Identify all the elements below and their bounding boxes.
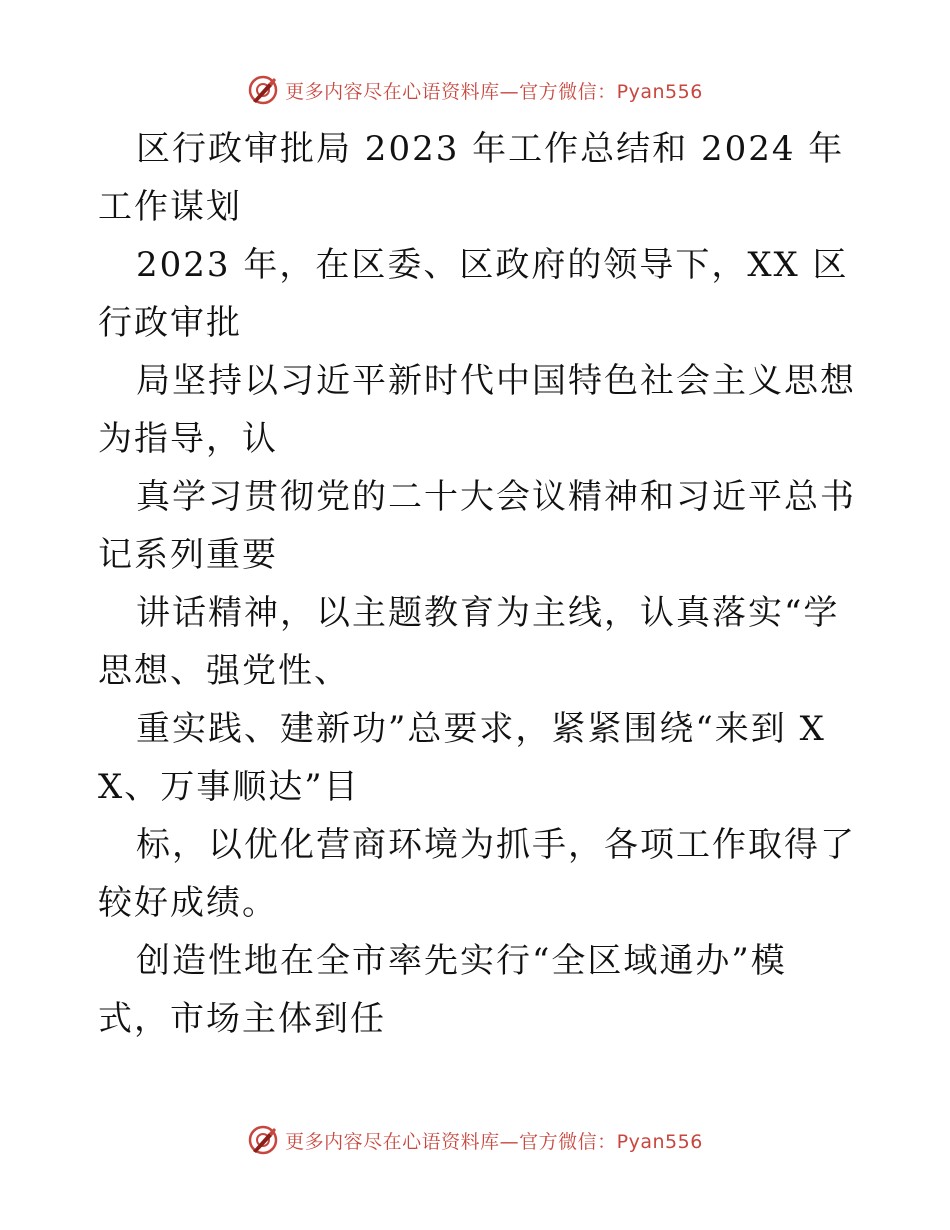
paragraph: 讲话精神，以主题教育为主线，认真落实“学思想、强党性、 [98, 593, 840, 691]
watermark-text: 更多内容尽在心语资料库—官方微信：Pyan556 [285, 1130, 703, 1153]
paragraph: 局坚持以习近平新时代中国特色社会主义思想为指导，认 [98, 361, 856, 459]
pen-logo-icon [247, 74, 279, 106]
pen-logo-icon [247, 1124, 279, 1156]
footer-watermark [0, 1120, 950, 1160]
paragraph: 标，以优化营商环境为抓手，各项工作取得了较好成绩。 [98, 825, 856, 923]
watermark-text: 更多内容尽在心语资料库—官方微信：Pyan556 [285, 80, 703, 103]
header-watermark [0, 70, 950, 110]
paragraph: 创造性地在全市率先实行“全区域通办”模式，市场主体到任 [98, 941, 787, 1039]
paragraph: 真学习贯彻党的二十大会议精神和习近平总书记系列重要 [98, 477, 856, 575]
paragraph: 2023 年，在区委、区政府的领导下，XX 区行政审批 [98, 245, 849, 343]
document-title: 区行政审批局 2023 年工作总结和 2024 年工作谋划 [98, 129, 845, 227]
paragraph: 重实践、建新功”总要求，紧紧围绕“来到 XX、万事顺达”目 [98, 709, 826, 807]
document-body [98, 120, 858, 1048]
